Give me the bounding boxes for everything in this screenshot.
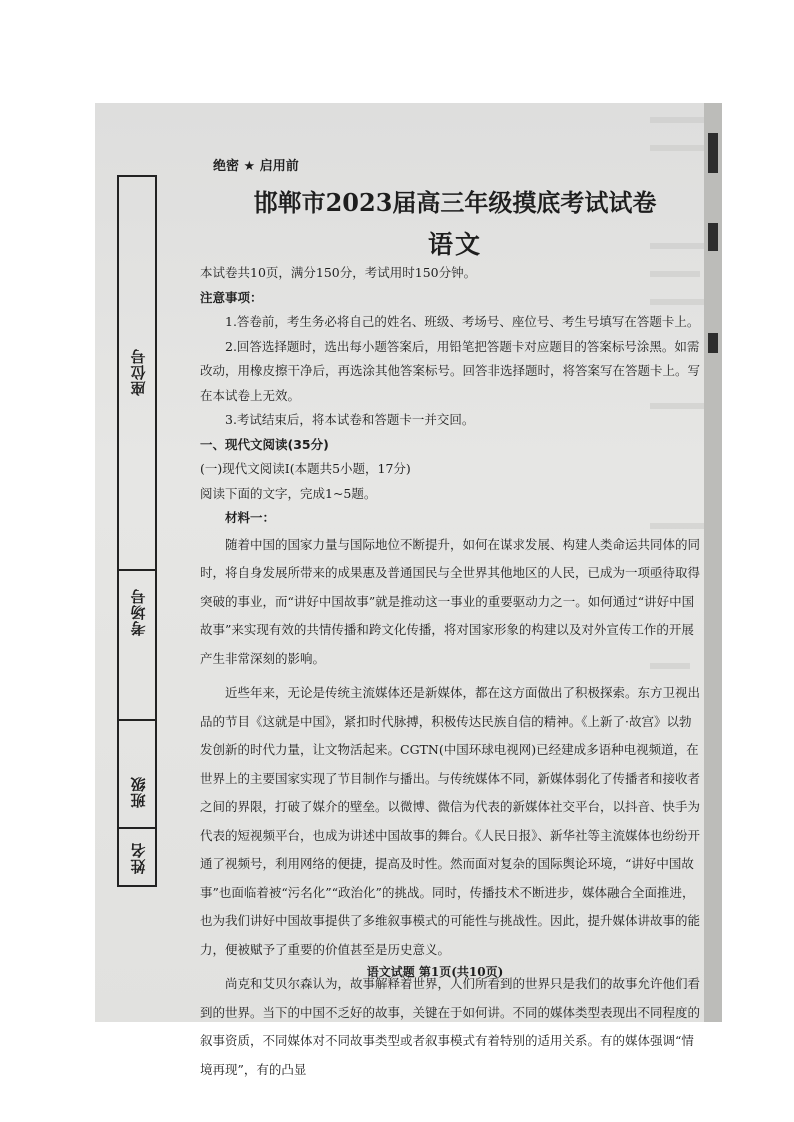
exam-title: 邯郸市2023届高三年级摸底考试试卷 bbox=[253, 188, 657, 217]
notice-item: 3.考试结束后，将本试卷和答题卡一并交回。 bbox=[225, 412, 475, 427]
page-edge-shadow bbox=[704, 103, 722, 1022]
seat-number-label: 座位号 bbox=[129, 348, 148, 396]
page-footer: 语文试题 第1页(共10页) bbox=[366, 965, 504, 979]
section-heading: 一、现代文阅读(35分) bbox=[200, 436, 329, 452]
subject-title: 语文 bbox=[427, 230, 482, 259]
material-label: 材料一： bbox=[225, 510, 276, 525]
exam-room-label: 考场号 bbox=[129, 588, 148, 636]
exam-content bbox=[200, 261, 700, 1084]
strip-divider bbox=[119, 719, 155, 721]
body-paragraph: 尚克和艾贝尔森认为，故事解释着世界，人们所看到的世界只是我们的故事允许他们看到的世界。当下的中国不乏好的故事，关键在于如何讲。不同的媒体类型表现出不同程度的叙事资质，不同媒体对不同故事类型或者叙事模式有着特别的适用关系。有的媒体强调“情境再现”，有的凸显 bbox=[200, 976, 701, 1077]
body-paragraph: 近些年来，无论是传统主流媒体还是新媒体，都在这方面做出了积极探索。东方卫视出品的节目《这就是中国》，紧扣时代脉搏，积极传达民族自信的精神。《上新了·故宫》以勃发创新的时代力量，让文物活起来。CGTN(中国环球电视网)已经建成多语种电视频道，在世界上的主要国家实现了节目制作与播出。与传统媒体不同，新媒体弱化了传播者和接收者之间的界限，打破了媒介的壁垒。以微博、微信为代表的新媒体社交平台，以抖音、快手为代表的短视频平台，也成为讲述中国故事的舞台。《人民日报》、新华社等主流媒体也纷纷开通了视频号，利用网络的便捷，提高及时性。然而面对复杂的国际舆论环境，“讲好中国故事”也面临着被“污名化”“政治化”的挑战。同时，传播技术不断进步，媒体融合全面推进，也为我们讲好中国故事提供了多维叙事模式的可能性与挑战性。因此，提升媒体讲故事的能力，便被赋予了重要的价值甚至是历史意义。 bbox=[200, 685, 701, 957]
intro-text: 本试卷共10页，满分150分，考试用时150分钟。 bbox=[200, 265, 477, 280]
subsection-heading: (一)现代文阅读Ⅰ(本题共5小题，17分) bbox=[200, 461, 411, 476]
strip-divider bbox=[119, 569, 155, 571]
body-paragraph: 随着中国的国家力量与国际地位不断提升，如何在谋求发展、构建人类命运共同体的同时，将自身发展所带来的成果惠及普通国民与全世界其他地区的人民，已成为一项亟待取得突破的事业，而“讲好中国故事”就是推动这一事业的重要驱动力之一。如何通过“讲好中国故事”来实现有效的共情传播和跨文化传播，将对国家形象的构建以及对外宣传工作的开展产生非常深刻的影响。 bbox=[200, 536, 701, 666]
notice-item: 2.回答选择题时，选出每小题答案后，用铅笔把答题卡对应题目的答案标号涂黑。如需改动，用橡皮擦干净后，再选涂其他答案标号。回答非选择题时，将答案写在答题卡上。写在本试卷上无效。 bbox=[200, 338, 701, 403]
name-label: 姓名 bbox=[129, 842, 148, 874]
edge-mark bbox=[708, 133, 718, 173]
student-info-strip bbox=[117, 175, 157, 887]
notice-item: 1.答卷前，考生务必将自己的姓名、班级、考场号、座位号、考生号填写在答题卡上。 bbox=[225, 314, 700, 329]
edge-mark bbox=[708, 223, 718, 251]
exam-page-photo bbox=[95, 103, 722, 1077]
edge-mark bbox=[708, 333, 718, 353]
strip-divider bbox=[119, 827, 155, 829]
class-label: 班级 bbox=[129, 776, 148, 808]
confidential-mark: 绝密 ★ 启用前 bbox=[213, 159, 299, 174]
reading-instruction: 阅读下面的文字，完成1~5题。 bbox=[200, 485, 377, 501]
bleed-mark bbox=[650, 145, 710, 151]
notice-title: 注意事项： bbox=[200, 289, 263, 305]
